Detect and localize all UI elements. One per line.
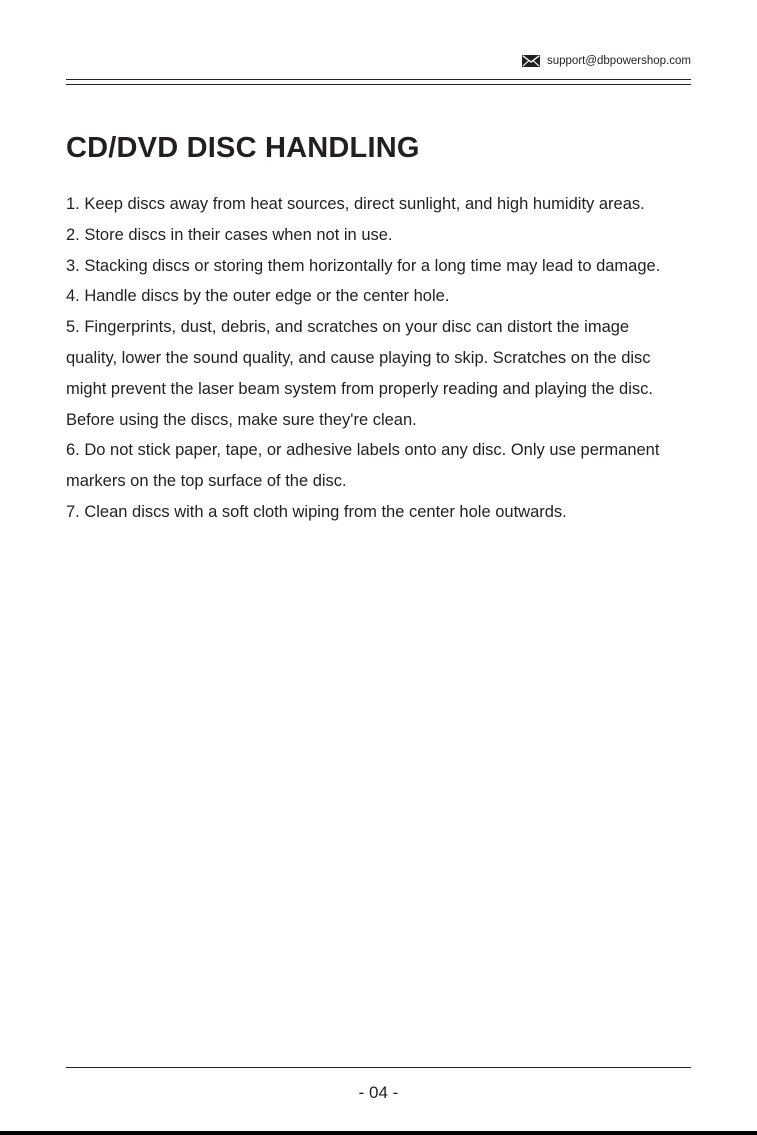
page-title: CD/DVD DISC HANDLING xyxy=(66,132,420,164)
header-divider xyxy=(66,79,691,85)
support-email[interactable]: support@dbpowershop.com xyxy=(546,55,691,67)
instruction-item-3: 3. Stacking discs or storing them horizontally for a long time may lead to damage. xyxy=(66,256,661,275)
instruction-item-1: 1. Keep discs away from heat sources, direct sunlight, and high humidity areas. xyxy=(66,195,645,213)
page-bottom-edge xyxy=(0,1131,757,1135)
instruction-item-6: 6. Do not stick paper, tape, or adhesive labels onto any disc. Only use permanent markers on the top surface of the disc. xyxy=(66,441,660,491)
instructions-list xyxy=(66,189,676,528)
envelope-icon xyxy=(522,55,540,67)
instruction-item-4: 4. Handle discs by the outer edge or the center hole. xyxy=(66,287,450,306)
instruction-item-7: 7. Clean discs with a soft cloth wiping from the center hole outwards. xyxy=(66,502,567,521)
page-number: - 04 - xyxy=(358,1083,399,1102)
header-contact xyxy=(522,55,691,67)
instruction-item-2: 2. Store discs in their cases when not in use. xyxy=(66,225,393,244)
instruction-item-5: 5. Fingerprints, dust, debris, and scratches on your disc can distort the image quality, lower the sound quality, and cause playing to skip. Scratches on the disc might prevent the laser beam system from properly reading and playing the disc. Before using the discs, make sure they're clean. xyxy=(66,318,653,429)
footer-divider xyxy=(66,1067,691,1068)
